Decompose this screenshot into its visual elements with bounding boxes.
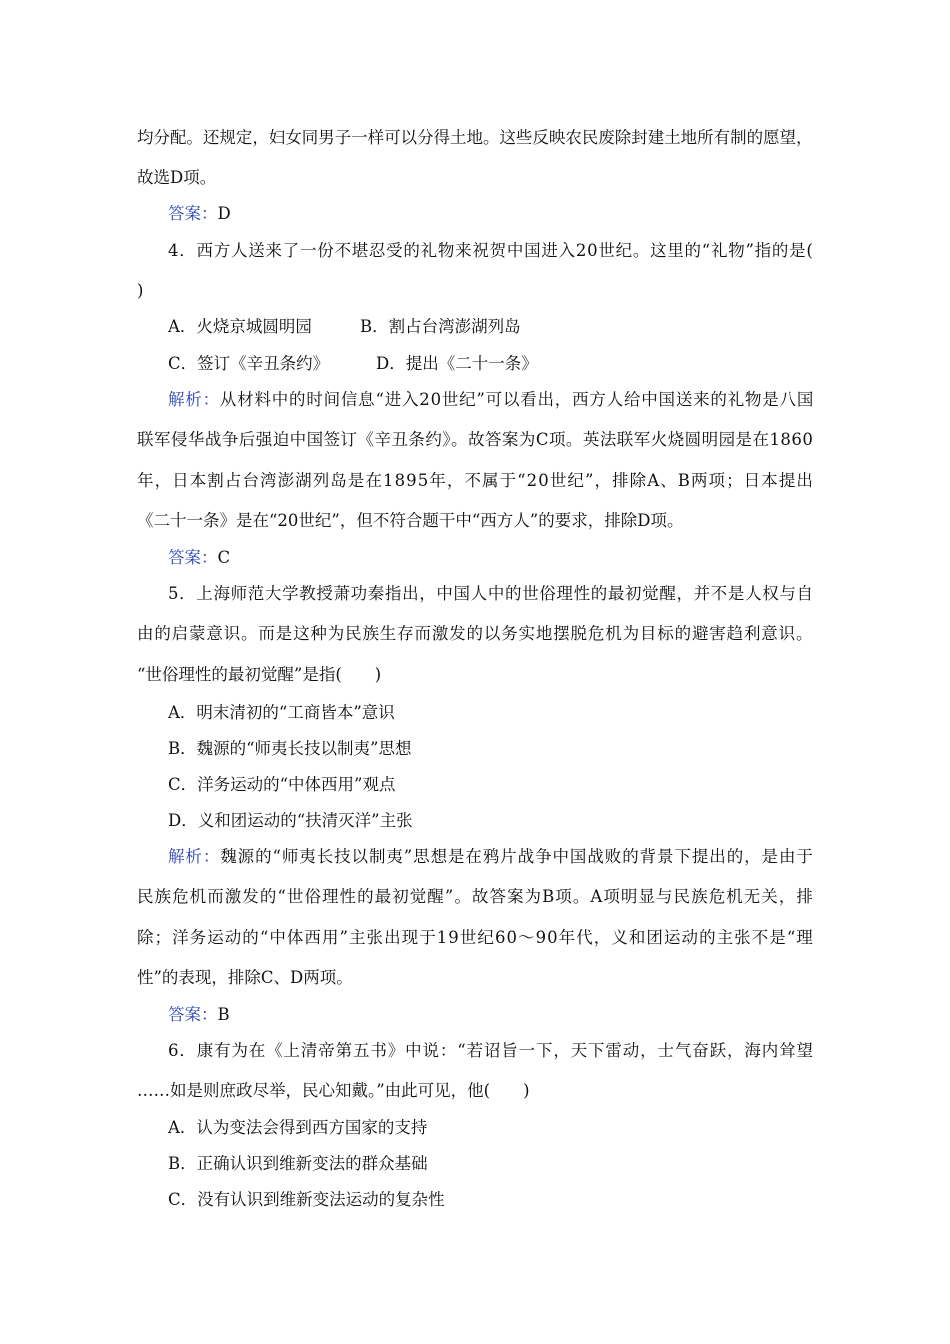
analysis-text: 从材料中的时间信息“进入20世纪”可以看出，西方人给中国送来的礼物是八国 bbox=[219, 390, 815, 409]
option-d: D．提出《二十一条》 bbox=[376, 354, 538, 373]
option-c: C．签订《辛丑条约》 bbox=[168, 354, 330, 373]
analysis-label: 解析： bbox=[168, 847, 221, 866]
question-6-stem-cont: ……如是则庶政尽举，民心知戴。”由此可见，他( ) bbox=[137, 1081, 530, 1100]
question-5-stem: 5．上海师范大学教授萧功秦指出，中国人中的世俗理性的最初觉醒，并不是人权与自 bbox=[168, 584, 814, 603]
question-5-stem-cont: “世俗理性的最初觉醒”是指( ) bbox=[137, 665, 382, 684]
analysis-text: 魏源的“师夷长技以制夷”思想是在鸦片战争中国战败的背景下提出的，是由于 bbox=[220, 847, 814, 866]
answer-line bbox=[168, 203, 231, 225]
question-5-stem-cont: 由的启蒙意识。而是这种为民族生存而激发的以务实地摆脱危机为目标的避害趋利意识。 bbox=[137, 624, 814, 643]
analysis-line bbox=[168, 389, 814, 411]
answer-value: C bbox=[217, 548, 231, 567]
analysis-line: 除；洋务运动的“中体西用”主张出现于19世纪60～90年代，义和团运动的主张不是“理 bbox=[137, 928, 814, 947]
option-c: C．洋务运动的“中体西用”观点 bbox=[168, 775, 396, 794]
option-b: B．魏源的“师夷长技以制夷”思想 bbox=[168, 739, 412, 758]
answer-value: B bbox=[217, 1005, 230, 1024]
answer-line bbox=[168, 1004, 230, 1026]
option-a: A．明末清初的“工商皆本”意识 bbox=[168, 703, 395, 722]
answer-label: 答案： bbox=[168, 548, 218, 567]
option-b: B．割占台湾澎湖列岛 bbox=[360, 317, 521, 336]
option-a: A．火烧京城圆明园 bbox=[168, 317, 312, 336]
paragraph-line: 均分配。还规定，妇女同男子一样可以分得土地。这些反映农民废除封建土地所有制的愿望， bbox=[137, 128, 813, 147]
answer-label: 答案： bbox=[168, 1005, 218, 1024]
question-4-stem: 4．西方人送来了一份不堪忍受的礼物来祝贺中国进入20世纪。这里的“礼物”指的是( bbox=[168, 241, 814, 260]
question-6-stem: 6．康有为在《上清帝第五书》中说：“若诏旨一下，天下雷动，士气奋跃，海内耸望 bbox=[168, 1041, 814, 1060]
answer-line bbox=[168, 547, 230, 569]
analysis-line: 民族危机而激发的“世俗理性的最初觉醒”。故答案为B项。A项明显与民族危机无关，排 bbox=[137, 887, 814, 906]
answer-label: 答案： bbox=[168, 204, 218, 223]
analysis-line: 年，日本割占台湾澎湖列岛是在1895年，不属于“20世纪”，排除A、B两项；日本提出 bbox=[137, 471, 814, 490]
analysis-line: 《二十一条》是在“20世纪”，但不符合题干中“西方人”的要求，排除D项。 bbox=[137, 511, 684, 530]
option-c: C．没有认识到维新变法运动的复杂性 bbox=[168, 1190, 445, 1209]
analysis-line bbox=[168, 846, 814, 868]
option-b: B．正确认识到维新变法的群众基础 bbox=[168, 1154, 428, 1173]
question-4-stem-cont: ) bbox=[137, 281, 144, 300]
option-a: A．认为变法会得到西方国家的支持 bbox=[168, 1118, 428, 1137]
analysis-line: 性”的表现，排除C、D两项。 bbox=[137, 968, 353, 987]
option-d: D．义和团运动的“扶清灭洋”主张 bbox=[168, 811, 413, 830]
answer-value: D bbox=[217, 204, 231, 223]
analysis-label: 解析： bbox=[168, 390, 220, 409]
analysis-line: 联军侵华战争后强迫中国签订《辛丑条约》。故答案为C项。英法联军火烧圆明园是在1860 bbox=[137, 430, 814, 449]
paragraph-line: 故选D项。 bbox=[137, 168, 217, 187]
